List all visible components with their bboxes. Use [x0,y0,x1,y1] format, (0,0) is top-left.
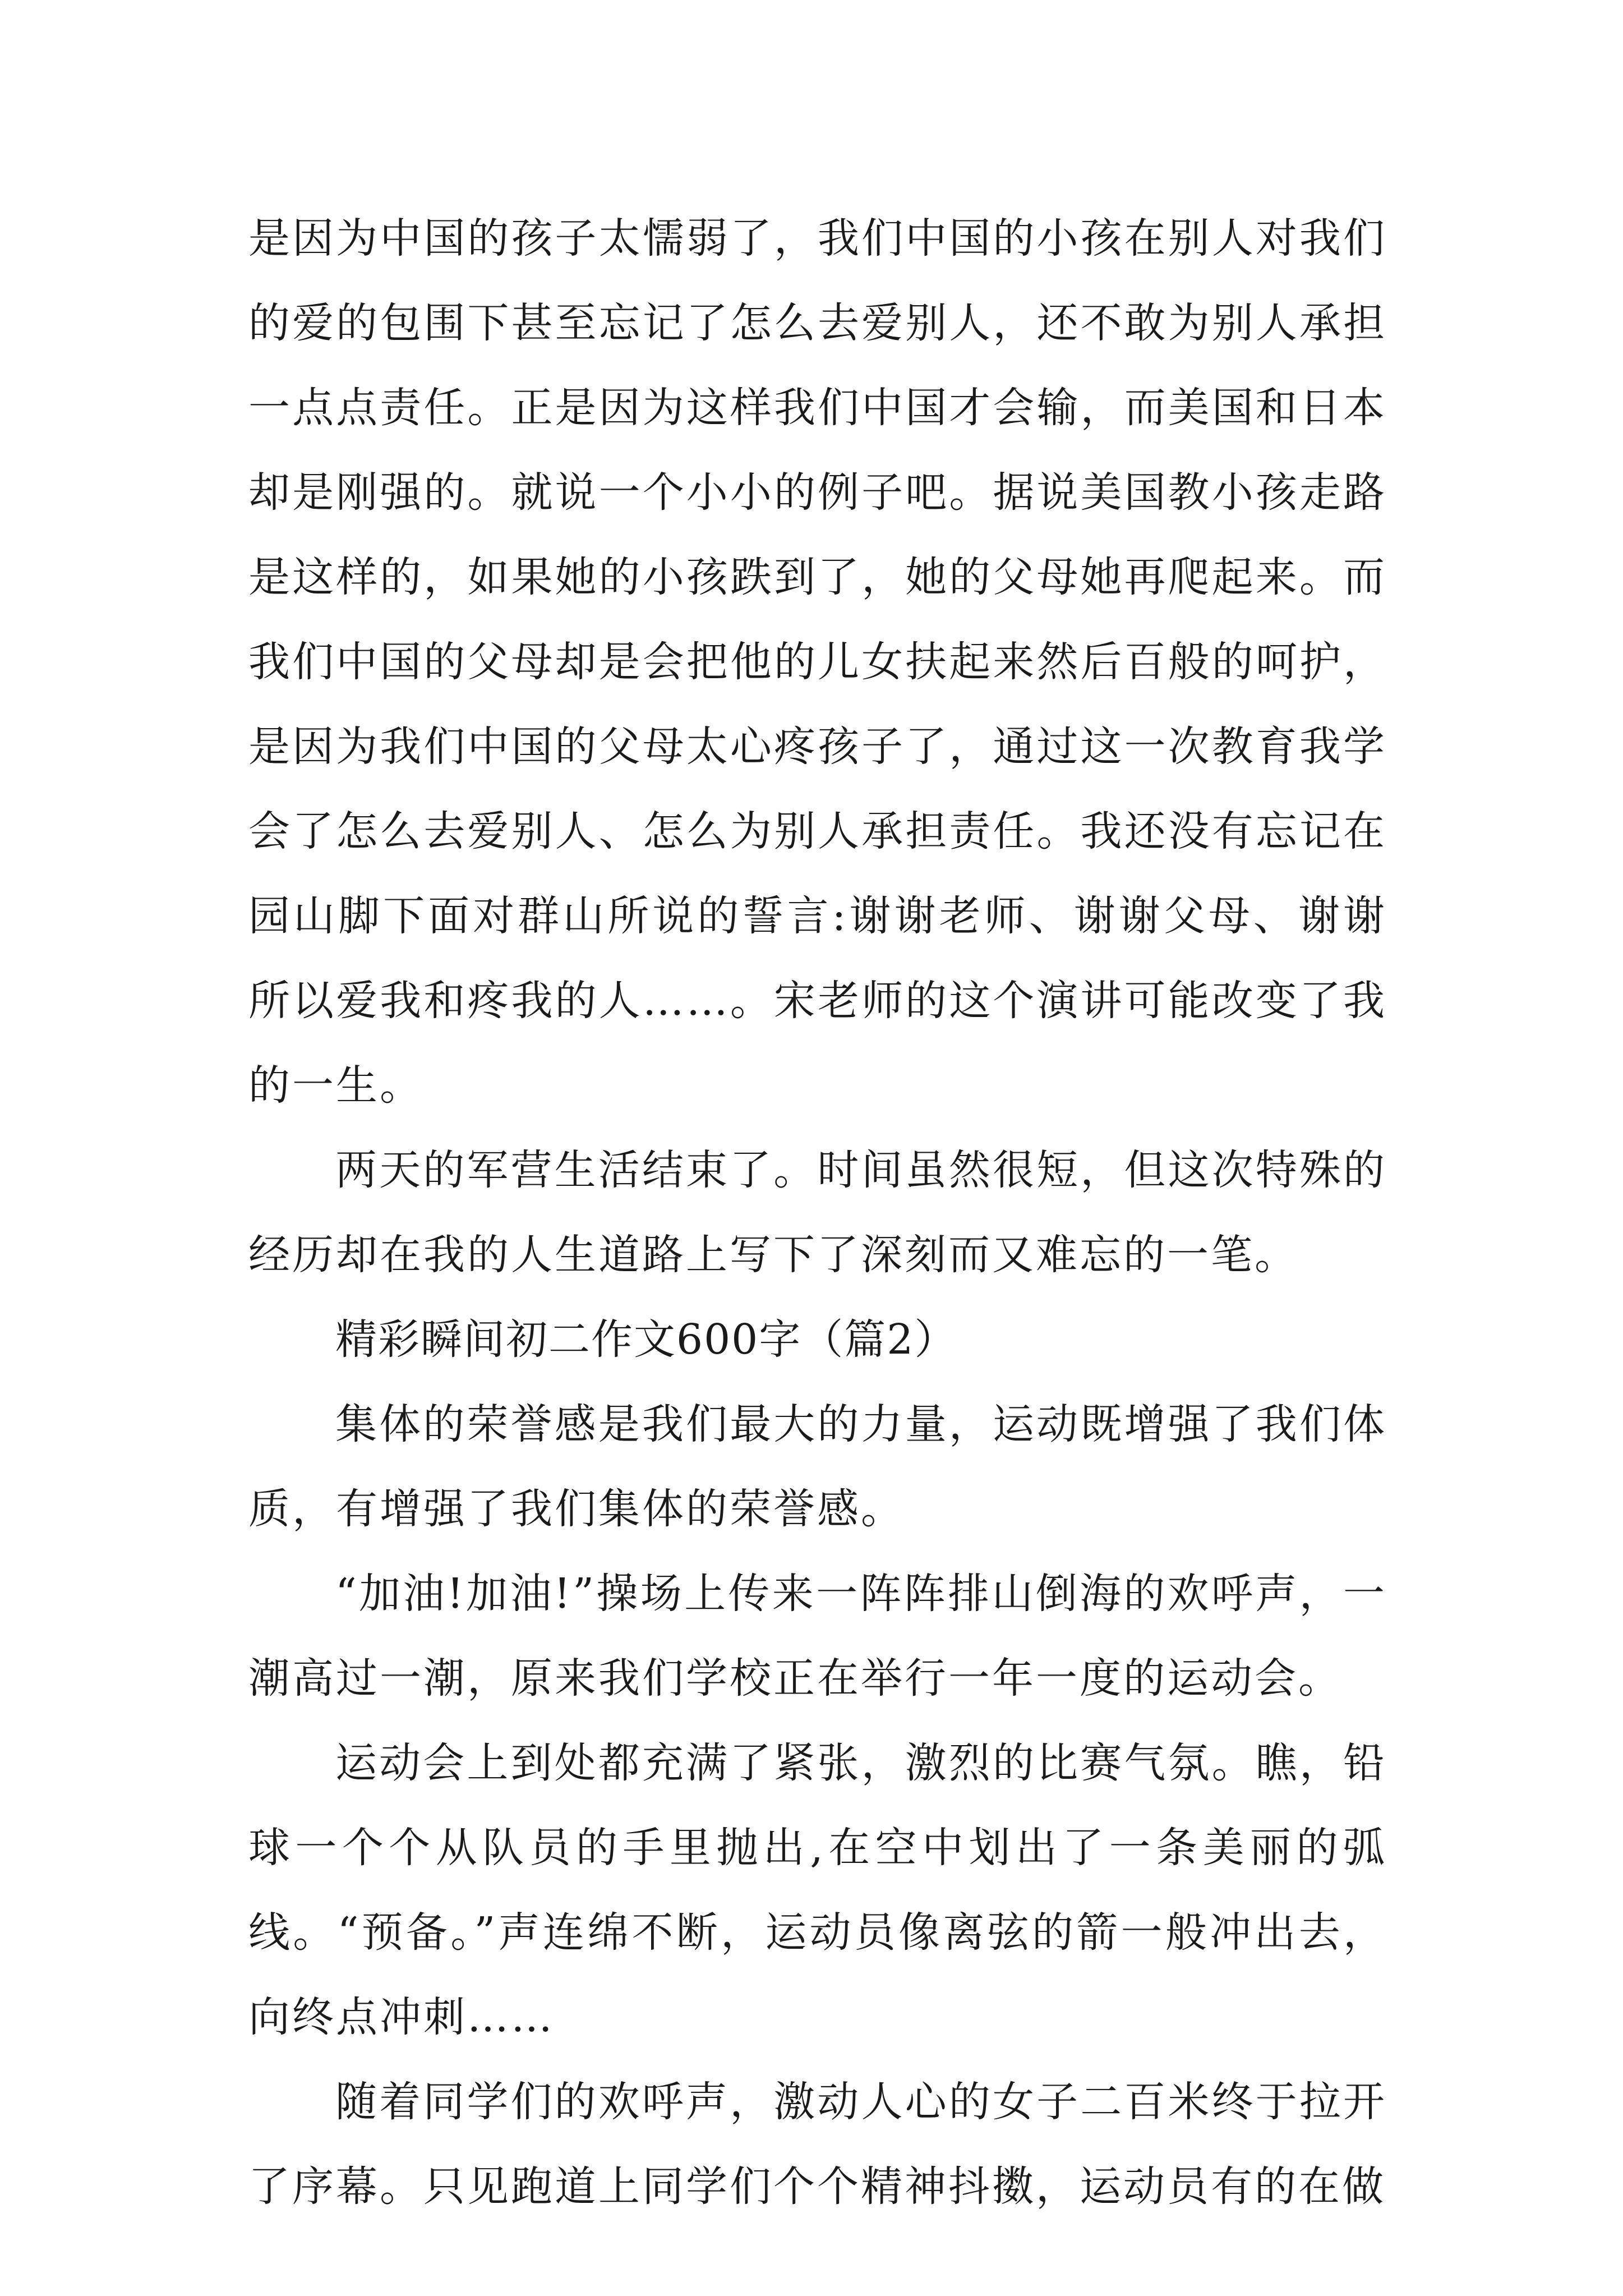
section-heading: 精彩瞬间初二作文600字（篇2） [335,1315,957,1364]
paragraph: “加油!加油!”操场上传来一阵阵排山倒海的欢呼声，一潮高过一潮，原来我们学校正在举行一年一度的运动会。 [248,1570,1387,1703]
paragraph-continued: 是因为中国的孩子太懦弱了，我们中国的小孩在别人对我们的爱的包围下甚至忘记了怎么去爱别人，还不敢为别人承担一点点责任。正是因为这样我们中国才会输，而美国和日本却是刚强的。就说一个小小的例子吧。据说美国教小孩走路是这样的，如果她的小孩跌到了，她的父母她再爬起来。而我们中国的父母却是会把他的儿女扶起来然后百般的呵护，是因为我们中国的父母太心疼孩子了，通过这一次教育我学会了怎么去爱别人、怎么为别人承担责任。我还没有忘记在园山脚下面对群山所说的誓言:谢谢老师、谢谢父母、谢谢所以爱我和疼我的人……。宋老师的这个演讲可能改变了我的一生。 [248,214,1387,1110]
paragraph: 两天的军营生活结束了。时间虽然很短，但这次特殊的经历却在我的人生道路上写下了深刻而又难忘的一笔。 [248,1146,1387,1279]
paragraph: 集体的荣誉感是我们最大的力量，运动既增强了我们体质，有增强了我们集体的荣誉感。 [248,1400,1387,1533]
paragraph: 随着同学们的欢呼声，激动人心的女子二百米终于拉开了序幕。只见跑道上同学们个个精神抖擞，运动员有的在做 [248,2078,1387,2211]
document-body [248,196,1387,2229]
paragraph: 运动会上到处都充满了紧张，激烈的比赛气氛。瞧，铅球一个个从队员的手里抛出,在空中划出了一条美丽的弧线。“预备。”声连绵不断，运动员像离弦的箭一般冲出去，向终点冲刺…… [248,1739,1387,2041]
